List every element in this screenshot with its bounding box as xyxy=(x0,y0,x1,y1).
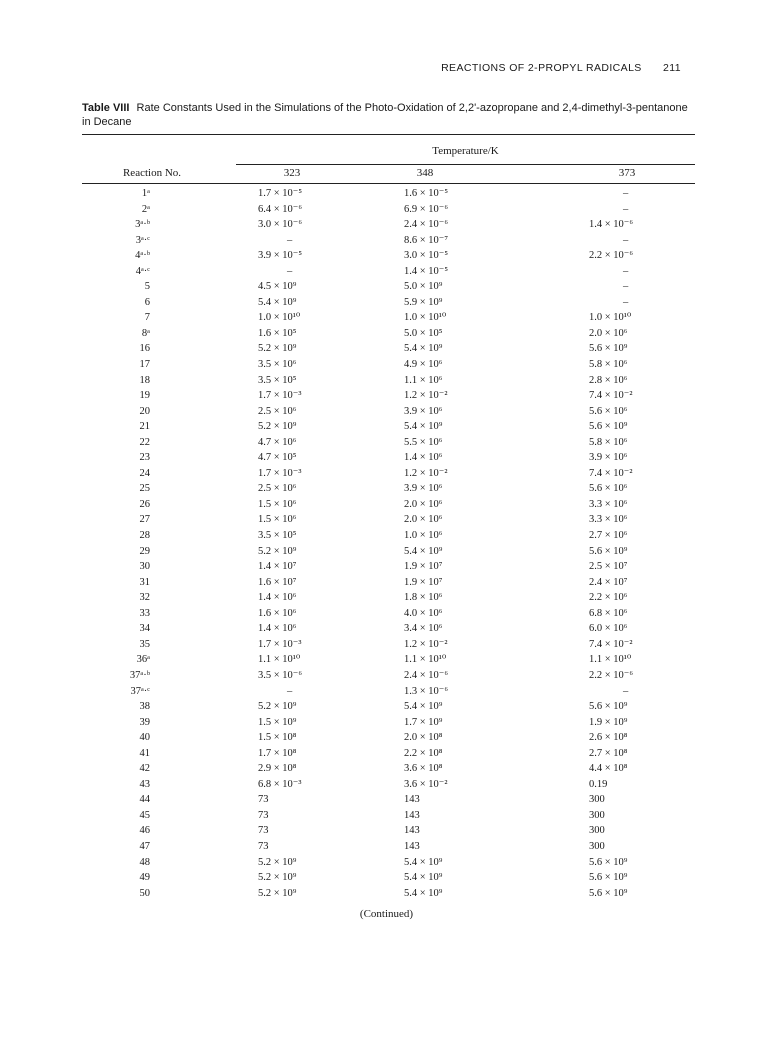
rate-348-cell: 143 xyxy=(404,825,420,837)
rate-323-cell: 73 xyxy=(258,794,269,806)
rate-348-cell: 3.9 × 10⁶ xyxy=(404,483,443,495)
rate-348-cell: 5.4 × 10⁹ xyxy=(404,701,443,713)
rate-373-cell: 0.19 xyxy=(589,778,608,790)
rate-323-cell: 1.7 × 10⁻³ xyxy=(258,390,302,402)
table-row xyxy=(0,668,773,684)
reaction-no-cell: 4ᵃ·ᵇ xyxy=(135,250,150,262)
rate-323-cell: 5.2 × 10⁹ xyxy=(258,343,297,355)
rate-323-cell: 1.5 × 10⁸ xyxy=(258,732,297,744)
table-row xyxy=(0,512,773,528)
rate-348-cell: 1.4 × 10⁶ xyxy=(404,452,443,464)
rate-373-cell: 1.9 × 10⁹ xyxy=(589,716,628,728)
reaction-no-cell: 16 xyxy=(139,343,150,355)
reaction-no-cell: 17 xyxy=(139,359,150,371)
reaction-no-cell: 32 xyxy=(139,592,150,604)
rate-373-cell: 4.4 × 10⁸ xyxy=(589,763,628,775)
rate-373-cell: 5.6 × 10⁹ xyxy=(589,421,628,433)
rate-348-cell: 1.6 × 10⁻⁵ xyxy=(404,188,448,199)
column-header-323: 323 xyxy=(283,167,301,179)
rate-323-cell: 6.4 × 10⁻⁶ xyxy=(258,203,302,215)
rate-373-cell: 5.6 × 10⁹ xyxy=(589,856,628,868)
header-bottom-rule xyxy=(82,183,695,184)
rate-348-cell: 5.0 × 10⁹ xyxy=(404,281,443,293)
rate-323-cell: 5.2 × 10⁹ xyxy=(258,545,297,557)
rate-373-cell: 2.6 × 10⁸ xyxy=(589,732,628,744)
table-row xyxy=(0,699,773,715)
rate-373-cell: 2.4 × 10⁷ xyxy=(589,576,628,588)
rate-373-cell: 5.8 × 10⁶ xyxy=(589,436,628,448)
table-row xyxy=(0,637,773,653)
rate-373-cell: – xyxy=(623,203,629,215)
table-row xyxy=(0,808,773,824)
table-row xyxy=(0,823,773,839)
column-header-reaction-no: Reaction No. xyxy=(122,167,182,179)
reaction-no-cell: 26 xyxy=(139,498,150,510)
rate-373-cell: 1.1 × 10¹⁰ xyxy=(589,654,632,666)
table-row xyxy=(0,528,773,544)
rate-348-cell: 1.2 × 10⁻² xyxy=(404,467,448,479)
rate-323-cell: 1.5 × 10⁶ xyxy=(258,514,297,526)
rate-348-cell: 5.4 × 10⁹ xyxy=(404,343,443,355)
reaction-no-cell: 25 xyxy=(139,483,150,495)
rate-348-cell: 5.0 × 10⁵ xyxy=(404,327,443,339)
table-row xyxy=(0,450,773,466)
rate-323-cell: 3.0 × 10⁻⁶ xyxy=(258,219,302,231)
rate-373-cell: 5.8 × 10⁶ xyxy=(589,359,628,371)
rate-323-cell: – xyxy=(287,685,293,697)
running-title: REACTIONS OF 2-PROPYL RADICALS xyxy=(441,62,642,74)
rate-323-cell: 73 xyxy=(258,840,269,852)
rate-323-cell: – xyxy=(287,265,293,277)
rate-373-cell: 3.9 × 10⁶ xyxy=(589,452,628,464)
rate-348-cell: 2.0 × 10⁶ xyxy=(404,498,443,510)
table-row xyxy=(0,777,773,793)
rate-323-cell: 1.5 × 10⁹ xyxy=(258,716,297,728)
rate-348-cell: 143 xyxy=(404,809,420,821)
rate-373-cell: 3.3 × 10⁶ xyxy=(589,498,628,510)
table-row xyxy=(0,792,773,808)
rate-323-cell: 1.5 × 10⁶ xyxy=(258,498,297,510)
table-row xyxy=(0,435,773,451)
reaction-no-cell: 22 xyxy=(139,436,150,448)
table-row xyxy=(0,886,773,902)
table-row xyxy=(0,481,773,497)
table-row xyxy=(0,730,773,746)
reaction-no-cell: 48 xyxy=(139,856,150,868)
reaction-no-cell: 29 xyxy=(139,545,150,557)
rate-373-cell: – xyxy=(623,234,629,246)
rate-323-cell: 1.4 × 10⁶ xyxy=(258,623,297,635)
table-caption-text: Rate Constants Used in the Simulations of the Photo-Oxidation of 2,2'-azopropane and 2,4-dimethyl-3-pentanone in Decane xyxy=(82,102,688,128)
rate-373-cell: 3.3 × 10⁶ xyxy=(589,514,628,526)
rate-373-cell: 300 xyxy=(589,825,605,837)
rate-373-cell: 2.8 × 10⁶ xyxy=(589,374,628,386)
table-row xyxy=(0,341,773,357)
rate-348-cell: 1.9 × 10⁷ xyxy=(404,576,443,588)
reaction-no-cell: 28 xyxy=(139,530,150,542)
rate-348-cell: 2.0 × 10⁶ xyxy=(404,514,443,526)
rate-323-cell: 5.2 × 10⁹ xyxy=(258,872,297,884)
rate-323-cell: 5.2 × 10⁹ xyxy=(258,701,297,713)
rate-323-cell: 1.7 × 10⁻³ xyxy=(258,638,302,650)
rate-373-cell: 5.6 × 10⁹ xyxy=(589,887,628,899)
rate-348-cell: 1.1 × 10⁶ xyxy=(404,374,443,386)
table-row xyxy=(0,715,773,731)
rate-323-cell: 2.5 × 10⁶ xyxy=(258,405,297,417)
rate-373-cell: 7.4 × 10⁻² xyxy=(589,390,633,402)
reaction-no-cell: 18 xyxy=(139,374,150,386)
table-row xyxy=(0,295,773,311)
reaction-no-cell: 4ᵃ·ᶜ xyxy=(135,265,150,277)
rate-348-cell: 2.4 × 10⁻⁶ xyxy=(404,219,448,231)
rate-348-cell: 143 xyxy=(404,840,420,852)
reaction-no-cell: 43 xyxy=(139,778,150,790)
rate-348-cell: 4.9 × 10⁶ xyxy=(404,359,443,371)
temperature-group-header: Temperature/K xyxy=(432,145,499,157)
rate-348-cell: 6.9 × 10⁻⁶ xyxy=(404,203,448,215)
table-row xyxy=(0,310,773,326)
reaction-no-cell: 20 xyxy=(139,405,150,417)
reaction-no-cell: 44 xyxy=(139,794,150,806)
rate-348-cell: 5.4 × 10⁹ xyxy=(404,856,443,868)
rate-323-cell: 5.2 × 10⁹ xyxy=(258,887,297,899)
reaction-no-cell: 38 xyxy=(139,701,150,713)
rate-323-cell: 1.6 × 10⁷ xyxy=(258,576,297,588)
table-row xyxy=(0,761,773,777)
table-label: Table VIII xyxy=(82,102,130,114)
reaction-no-cell: 6 xyxy=(144,296,150,308)
table-row xyxy=(0,590,773,606)
rate-323-cell: 6.8 × 10⁻³ xyxy=(258,778,302,790)
reaction-no-cell: 36ᵃ xyxy=(136,654,150,666)
rate-373-cell: 5.6 × 10⁹ xyxy=(589,872,628,884)
rate-373-cell: 2.5 × 10⁷ xyxy=(589,561,628,573)
rate-323-cell: 5.2 × 10⁹ xyxy=(258,421,297,433)
rate-348-cell: 3.4 × 10⁶ xyxy=(404,623,443,635)
rate-348-cell: 1.2 × 10⁻² xyxy=(404,390,448,402)
rate-323-cell: 3.5 × 10⁻⁶ xyxy=(258,669,302,681)
rate-373-cell: 1.0 × 10¹⁰ xyxy=(589,312,632,324)
rate-373-cell: 6.8 × 10⁶ xyxy=(589,607,628,619)
reaction-no-cell: 41 xyxy=(139,747,150,759)
table-row xyxy=(0,621,773,637)
rate-323-cell: 4.7 × 10⁶ xyxy=(258,436,297,448)
rate-323-cell: 2.5 × 10⁶ xyxy=(258,483,297,495)
rate-348-cell: 143 xyxy=(404,794,420,806)
rate-348-cell: 5.4 × 10⁹ xyxy=(404,421,443,433)
rate-348-cell: 1.1 × 10¹⁰ xyxy=(404,654,447,666)
table-top-rule xyxy=(82,134,695,135)
rate-348-cell: 3.0 × 10⁻⁵ xyxy=(404,250,448,262)
table-row xyxy=(0,248,773,264)
rate-373-cell: 2.2 × 10⁻⁶ xyxy=(589,669,633,681)
reaction-no-cell: 3ᵃ·ᵇ xyxy=(135,219,150,231)
group-header-rule xyxy=(236,164,695,165)
table-row xyxy=(0,404,773,420)
rate-348-cell: 4.0 × 10⁶ xyxy=(404,607,443,619)
table-row xyxy=(0,746,773,762)
table-row xyxy=(0,264,773,280)
reaction-no-cell: 33 xyxy=(139,607,150,619)
rate-323-cell: 3.5 × 10⁵ xyxy=(258,530,297,542)
table-row xyxy=(0,233,773,249)
rate-373-cell: 2.7 × 10⁸ xyxy=(589,747,628,759)
reaction-no-cell: 27 xyxy=(139,514,150,526)
table-row xyxy=(0,652,773,668)
reaction-no-cell: 49 xyxy=(139,872,150,884)
rate-348-cell: 5.4 × 10⁹ xyxy=(404,545,443,557)
rate-323-cell: 1.1 × 10¹⁰ xyxy=(258,654,301,666)
rate-348-cell: 3.6 × 10⁸ xyxy=(404,763,443,775)
rate-373-cell: 2.7 × 10⁶ xyxy=(589,530,628,542)
reaction-no-cell: 40 xyxy=(139,732,150,744)
rate-348-cell: 1.0 × 10¹⁰ xyxy=(404,312,447,324)
reaction-no-cell: 47 xyxy=(139,840,150,852)
rate-373-cell: – xyxy=(623,296,629,308)
continued-note: (Continued) xyxy=(359,908,414,920)
table-body xyxy=(0,186,773,901)
rate-348-cell: 1.0 × 10⁶ xyxy=(404,530,443,542)
rate-323-cell: 1.4 × 10⁷ xyxy=(258,561,297,573)
rate-323-cell: 73 xyxy=(258,825,269,837)
rate-348-cell: 5.4 × 10⁹ xyxy=(404,872,443,884)
rate-323-cell: 4.5 × 10⁹ xyxy=(258,281,297,293)
table-row xyxy=(0,388,773,404)
rate-323-cell: 1.7 × 10⁸ xyxy=(258,747,297,759)
reaction-no-cell: 23 xyxy=(139,452,150,464)
rate-323-cell: 4.7 × 10⁵ xyxy=(258,452,297,464)
reaction-no-cell: 37ᵃ·ᶜ xyxy=(130,685,150,697)
rate-348-cell: 3.6 × 10⁻² xyxy=(404,778,448,790)
reaction-no-cell: 24 xyxy=(139,467,150,479)
table-row xyxy=(0,202,773,218)
rate-348-cell: 1.2 × 10⁻² xyxy=(404,638,448,650)
reaction-no-cell: 39 xyxy=(139,716,150,728)
rate-373-cell: 5.6 × 10⁶ xyxy=(589,483,628,495)
reaction-no-cell: 5 xyxy=(144,281,150,293)
rate-323-cell: 1.0 × 10¹⁰ xyxy=(258,312,301,324)
rate-373-cell: 2.0 × 10⁶ xyxy=(589,327,628,339)
rate-348-cell: 5.9 × 10⁹ xyxy=(404,296,443,308)
rate-373-cell: 1.4 × 10⁻⁶ xyxy=(589,219,633,231)
rate-373-cell: 2.2 × 10⁶ xyxy=(589,592,628,604)
rate-348-cell: 2.4 × 10⁻⁶ xyxy=(404,669,448,681)
rate-348-cell: 5.5 × 10⁶ xyxy=(404,436,443,448)
table-row xyxy=(0,326,773,342)
table-row xyxy=(0,575,773,591)
running-header xyxy=(441,62,681,74)
reaction-no-cell: 42 xyxy=(139,763,150,775)
rate-348-cell: 2.0 × 10⁸ xyxy=(404,732,443,744)
reaction-no-cell: 35 xyxy=(139,638,150,650)
rate-323-cell: 1.7 × 10⁻³ xyxy=(258,467,302,479)
rate-348-cell: 1.3 × 10⁻⁶ xyxy=(404,685,448,697)
rate-323-cell: 3.5 × 10⁶ xyxy=(258,359,297,371)
rate-323-cell: – xyxy=(287,234,293,246)
reaction-no-cell: 7 xyxy=(144,312,150,324)
table-row xyxy=(0,419,773,435)
table-row xyxy=(0,217,773,233)
table-row xyxy=(0,839,773,855)
rate-348-cell: 3.9 × 10⁶ xyxy=(404,405,443,417)
rate-373-cell: 2.2 × 10⁻⁶ xyxy=(589,250,633,262)
rate-348-cell: 1.7 × 10⁹ xyxy=(404,716,443,728)
rate-373-cell: – xyxy=(623,265,629,277)
rate-373-cell: 5.6 × 10⁹ xyxy=(589,545,628,557)
rate-323-cell: 2.9 × 10⁸ xyxy=(258,763,297,775)
rate-373-cell: 7.4 × 10⁻² xyxy=(589,638,633,650)
rate-323-cell: 1.6 × 10⁵ xyxy=(258,327,297,339)
rate-323-cell: 1.6 × 10⁶ xyxy=(258,607,297,619)
reaction-no-cell: 37ᵃ·ᵇ xyxy=(129,669,150,681)
rate-373-cell: – xyxy=(623,188,629,199)
reaction-no-cell: 19 xyxy=(139,390,150,402)
rate-323-cell: 3.5 × 10⁵ xyxy=(258,374,297,386)
rate-373-cell: 6.0 × 10⁶ xyxy=(589,623,628,635)
column-header-348: 348 xyxy=(416,167,434,179)
table-row xyxy=(0,357,773,373)
table-row xyxy=(0,373,773,389)
rate-373-cell: 7.4 × 10⁻² xyxy=(589,467,633,479)
table-row xyxy=(0,497,773,513)
reaction-no-cell: 21 xyxy=(139,421,150,433)
table-row xyxy=(0,279,773,295)
table-row xyxy=(0,559,773,575)
reaction-no-cell: 8ᵃ xyxy=(141,327,150,339)
rate-348-cell: 1.8 × 10⁶ xyxy=(404,592,443,604)
table-row xyxy=(0,186,773,202)
rate-323-cell: 73 xyxy=(258,809,269,821)
rate-348-cell: 1.9 × 10⁷ xyxy=(404,561,443,573)
reaction-no-cell: 3ᵃ·ᶜ xyxy=(135,234,150,246)
reaction-no-cell: 34 xyxy=(139,623,150,635)
table-caption xyxy=(82,101,692,129)
table-row xyxy=(0,544,773,560)
table-row xyxy=(0,870,773,886)
rate-323-cell: 5.4 × 10⁹ xyxy=(258,296,297,308)
rate-373-cell: 300 xyxy=(589,840,605,852)
rate-373-cell: 300 xyxy=(589,794,605,806)
rate-348-cell: 5.4 × 10⁹ xyxy=(404,887,443,899)
rate-373-cell: – xyxy=(623,685,629,697)
table-row xyxy=(0,606,773,622)
rate-373-cell: 5.6 × 10⁹ xyxy=(589,701,628,713)
reaction-no-cell: 31 xyxy=(139,576,150,588)
rate-348-cell: 8.6 × 10⁻⁷ xyxy=(404,234,448,246)
rate-373-cell: 5.6 × 10⁶ xyxy=(589,405,628,417)
rate-373-cell: 300 xyxy=(589,809,605,821)
rate-373-cell: – xyxy=(623,281,629,293)
rate-323-cell: 3.9 × 10⁻⁵ xyxy=(258,250,302,262)
rate-323-cell: 5.2 × 10⁹ xyxy=(258,856,297,868)
rate-348-cell: 1.4 × 10⁻⁵ xyxy=(404,265,448,277)
reaction-no-cell: 46 xyxy=(139,825,150,837)
reaction-no-cell: 50 xyxy=(139,887,150,899)
rate-323-cell: 1.4 × 10⁶ xyxy=(258,592,297,604)
table-row xyxy=(0,855,773,871)
table-row xyxy=(0,466,773,482)
reaction-no-cell: 30 xyxy=(139,561,150,573)
table-row xyxy=(0,684,773,700)
reaction-no-cell: 45 xyxy=(139,809,150,821)
rate-348-cell: 2.2 × 10⁸ xyxy=(404,747,443,759)
reaction-no-cell: 2ᵃ xyxy=(141,203,150,215)
reaction-no-cell: 1ᵃ xyxy=(141,188,150,199)
page-number: 211 xyxy=(663,62,681,74)
column-header-373: 373 xyxy=(618,167,636,179)
rate-373-cell: 5.6 × 10⁹ xyxy=(589,343,628,355)
rate-323-cell: 1.7 × 10⁻⁵ xyxy=(258,188,302,199)
